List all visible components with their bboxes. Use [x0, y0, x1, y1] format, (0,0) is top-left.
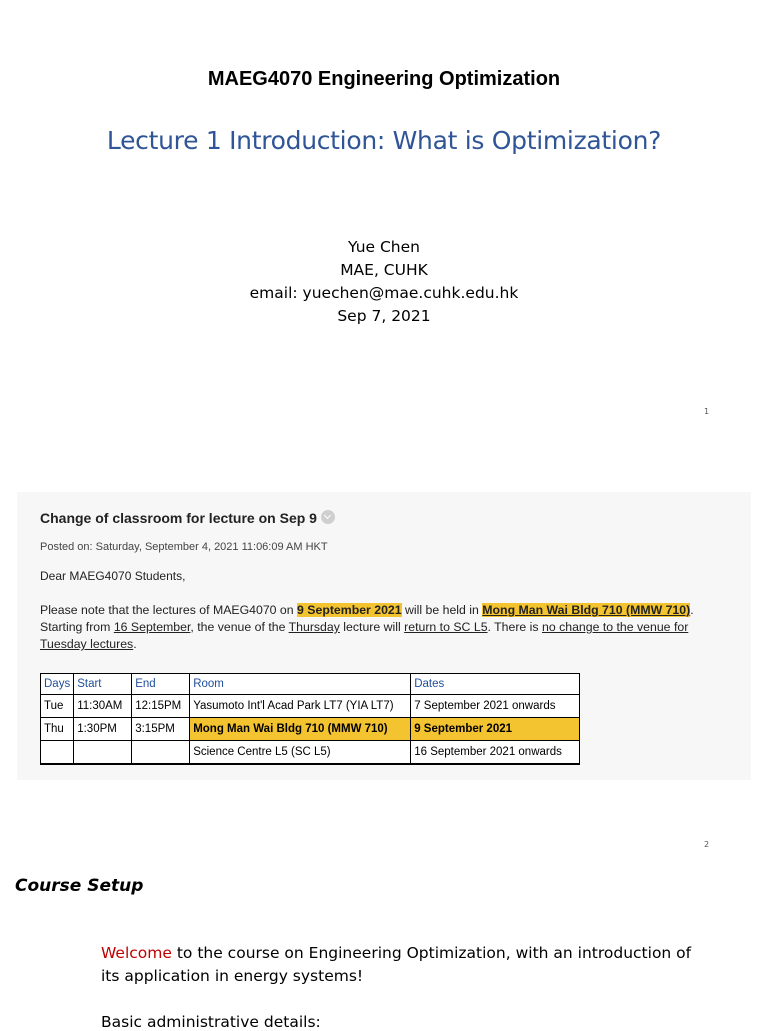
- body-text: lecture will: [339, 620, 405, 634]
- body-text: . There is: [487, 620, 542, 634]
- announcement-title: [40, 510, 335, 526]
- announcement-body: [40, 602, 730, 653]
- cell-room-highlighted: Mong Man Wai Bldg 710 (MMW 710): [190, 718, 411, 741]
- thursday-text: Thursday: [288, 620, 340, 634]
- no-change-text: no change to the venue for Tuesday lectures: [40, 620, 689, 651]
- cell-dates: 16 September 2021 onwards: [411, 741, 580, 765]
- cell-start: [74, 741, 132, 765]
- author-name: Yue Chen: [348, 238, 420, 256]
- cell-day: Thu: [41, 718, 74, 741]
- author-affiliation: MAE, CUHK: [340, 261, 428, 279]
- highlighted-venue: Mong Man Wai Bldg 710 (MMW 710): [482, 603, 691, 617]
- body-text: . Starting from: [40, 603, 694, 634]
- announcement-title-text: Change of classroom for lecture on Sep 9: [40, 510, 317, 526]
- cell-start: 11:30AM: [74, 695, 132, 718]
- author-block: [0, 236, 768, 328]
- header-start: Start: [74, 674, 132, 695]
- cell-end: 12:15PM: [132, 695, 190, 718]
- cell-end: 3:15PM: [132, 718, 190, 741]
- cell-room: Science Centre L5 (SC L5): [190, 741, 411, 765]
- header-days: Days: [41, 674, 74, 695]
- admin-details-heading: Basic administrative details:: [101, 1013, 321, 1031]
- cell-day: [41, 741, 74, 765]
- header-dates: Dates: [411, 674, 580, 695]
- highlighted-date: 9 September 2021: [297, 603, 402, 617]
- chevron-down-icon[interactable]: [321, 510, 335, 524]
- cell-start: 1:30PM: [74, 718, 132, 741]
- page-number: 2: [704, 840, 710, 849]
- announcement-greeting: Dear MAEG4070 Students,: [40, 569, 186, 583]
- table-row: [41, 741, 580, 765]
- table-header-row: [41, 674, 580, 695]
- course-setup-title: Course Setup: [15, 876, 144, 896]
- cell-dates-highlighted: 9 September 2021: [411, 718, 580, 741]
- lecture-date: Sep 7, 2021: [337, 307, 431, 325]
- welcome-text: to the course on Engineering Optimization, with an introduction of its application in energy systems!: [101, 944, 692, 985]
- return-text: return to SC L5: [404, 620, 488, 634]
- welcome-word: Welcome: [101, 944, 172, 962]
- cell-room: Yasumoto Int'l Acad Park LT7 (YIA LT7): [190, 695, 411, 718]
- body-text: Please note that the lectures of MAEG4070 on: [40, 603, 298, 617]
- welcome-paragraph: [101, 942, 701, 988]
- lecture-title: Lecture 1 Introduction: What is Optimization?: [106, 126, 662, 155]
- header-room: Room: [190, 674, 411, 695]
- schedule-table: [40, 673, 580, 765]
- author-email: email: yuechen@mae.cuhk.edu.hk: [249, 284, 519, 302]
- course-title: MAEG4070 Engineering Optimization: [207, 68, 561, 90]
- announcement-posted: Posted on: Saturday, September 4, 2021 11:06:09 AM HKT: [40, 541, 328, 553]
- cell-day: Tue: [41, 695, 74, 718]
- body-text: , the venue of the: [190, 620, 289, 634]
- start-date: 16 September: [113, 620, 191, 634]
- page-number: 1: [704, 407, 710, 416]
- header-end: End: [132, 674, 190, 695]
- cell-end: [132, 741, 190, 765]
- table-row: [41, 718, 580, 741]
- body-text: .: [133, 637, 137, 651]
- cell-dates: 7 September 2021 onwards: [411, 695, 580, 718]
- body-text: will be held in: [401, 603, 483, 617]
- table-row: [41, 695, 580, 718]
